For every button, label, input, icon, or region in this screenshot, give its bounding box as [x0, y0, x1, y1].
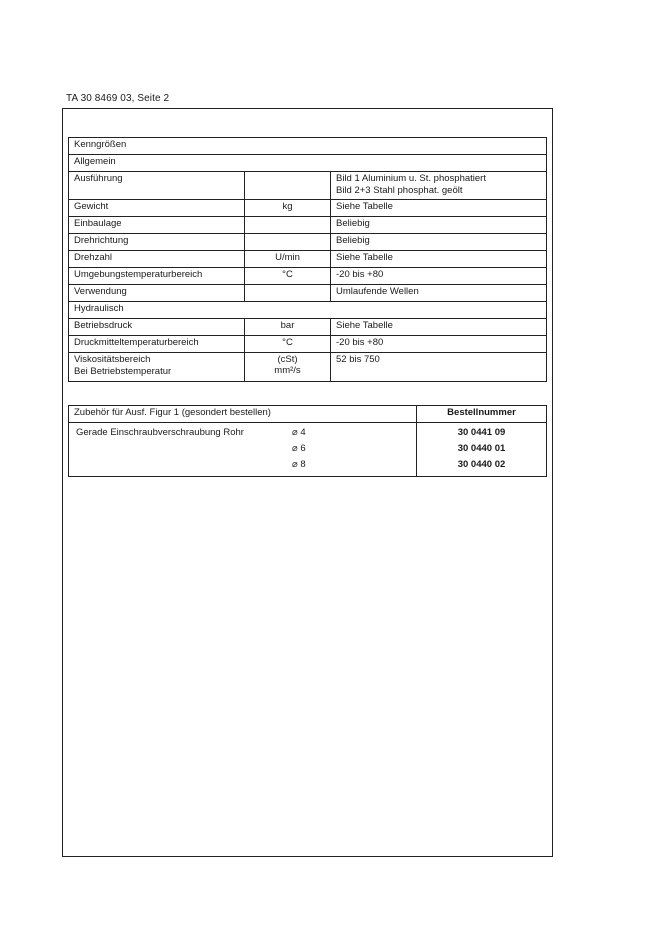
table-row: [69, 251, 547, 268]
spec-label: [69, 353, 245, 382]
table-row: [69, 217, 547, 234]
spec-label-line: Bei Betriebstemperatur: [74, 366, 172, 377]
spec-label: Druckmitteltemperaturbereich: [69, 336, 245, 353]
list-item: [74, 458, 411, 474]
group-title-general: Allgemein: [69, 155, 547, 172]
accessory-size: ⌀ 6: [292, 443, 306, 454]
spec-unit: °C: [245, 336, 331, 353]
spec-unit: [245, 217, 331, 234]
spec-label: Ausführung: [69, 172, 245, 200]
table-row: [69, 406, 547, 423]
order-number: 30 0441 09: [457, 427, 506, 438]
spec-unit: kg: [245, 200, 331, 217]
table-row: [69, 319, 547, 336]
spec-value: -20 bis +80: [331, 336, 547, 353]
spec-label: Drehzahl: [69, 251, 245, 268]
spec-unit: [245, 285, 331, 302]
spec-value: Beliebig: [331, 217, 547, 234]
spec-label: Einbaulage: [69, 217, 245, 234]
table-row: [69, 172, 547, 200]
list-item: [74, 426, 411, 442]
accessories-table: [68, 405, 547, 477]
order-number-cell: [417, 423, 547, 477]
spec-value: Beliebig: [331, 234, 547, 251]
document-reference: TA 30 8469 03, Seite 2: [66, 93, 170, 104]
spec-unit: U/min: [245, 251, 331, 268]
spec-value-line: Bild 2+3 Stahl phosphat. geölt: [336, 185, 463, 196]
spec-label: Betriebsdruck: [69, 319, 245, 336]
section-title: Kenngrößen: [69, 138, 547, 155]
table-row: [69, 302, 547, 319]
spec-value: Siehe Tabelle: [331, 251, 547, 268]
spec-label: Gewicht: [69, 200, 245, 217]
spec-unit: [245, 172, 331, 200]
accessory-size: ⌀ 4: [292, 427, 306, 438]
spec-label: Drehrichtung: [69, 234, 245, 251]
accessory-size: ⌀ 8: [292, 459, 306, 470]
list-item: [74, 442, 411, 458]
spec-value: [331, 172, 547, 200]
accessories-header: Zubehör für Ausf. Figur 1 (gesondert bestellen): [69, 406, 417, 423]
table-row: [69, 138, 547, 155]
spec-unit: °C: [245, 268, 331, 285]
order-number: 30 0440 02: [457, 459, 506, 470]
spec-label: Umgebungstemperaturbereich: [69, 268, 245, 285]
spec-value-line: Bild 1 Aluminium u. St. phosphatiert: [336, 173, 486, 184]
spec-value: Siehe Tabelle: [331, 200, 547, 217]
spec-value: -20 bis +80: [331, 268, 547, 285]
table-row: [69, 200, 547, 217]
table-row: [69, 234, 547, 251]
specifications-table: [68, 137, 547, 382]
table-row: [69, 336, 547, 353]
table-row: [69, 155, 547, 172]
table-row: [69, 423, 547, 477]
spec-value: Siehe Tabelle: [331, 319, 547, 336]
spec-unit: [245, 234, 331, 251]
table-row: [69, 268, 547, 285]
accessory-description: Gerade Einschraubverschraubung Rohr: [76, 427, 244, 438]
accessory-description-cell: [69, 423, 417, 477]
group-title-hydraulic: Hydraulisch: [69, 302, 547, 319]
table-row: [69, 285, 547, 302]
spec-label: Verwendung: [69, 285, 245, 302]
order-number: 30 0440 01: [457, 443, 506, 454]
spec-unit-line: mm²/s: [274, 365, 301, 376]
order-number-header: Bestellnummer: [417, 406, 547, 423]
spec-label-line: Viskositätsbereich: [74, 354, 151, 365]
spec-unit: [245, 353, 331, 382]
spec-unit: bar: [245, 319, 331, 336]
table-row: [69, 353, 547, 382]
spec-value: Umlaufende Wellen: [331, 285, 547, 302]
spec-unit-line: (cSt): [277, 354, 298, 365]
spec-value: 52 bis 750: [331, 353, 547, 382]
